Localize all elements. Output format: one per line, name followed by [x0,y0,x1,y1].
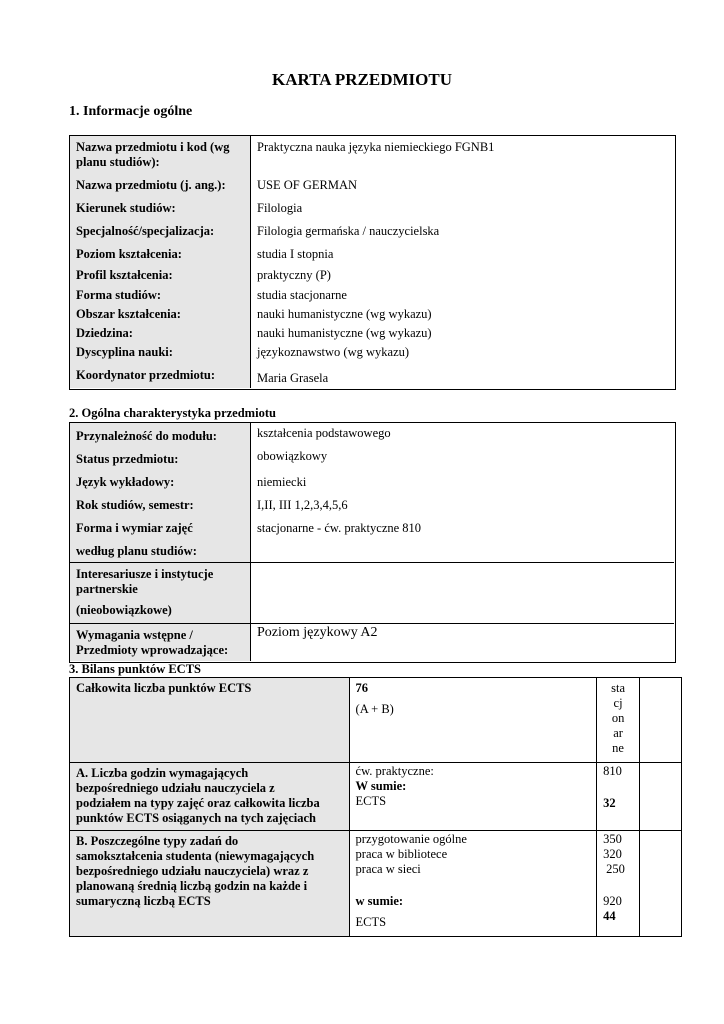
b-label-line: B. Poszczególne typy zadań do [76,834,239,848]
study-mode-line: cj [613,696,623,710]
b-hours: 320 [603,847,622,861]
b-item: praca w bibliotece [355,847,448,861]
discipline-value: językoznawstwo (wg wykazu) [257,345,410,359]
field-of-study-value: Filologia [257,201,303,215]
b-ects: 44 [603,909,616,923]
prerequisites-value: Poziom językowy A2 [257,625,378,640]
domain-label: Dziedzina: [76,326,133,340]
status-label: Status przedmiotu: [76,452,179,466]
class-form-value: stacjonarne - ćw. praktyczne 810 [257,521,422,535]
b-label [70,831,350,937]
a-item: W sumie: [355,779,407,793]
stakeholders-label-line: Interesariusze i instytucje [76,567,214,581]
a-hours: 810 [603,764,622,778]
status-value: obowiązkowy [257,449,328,463]
stakeholders-label [76,567,248,618]
b-items [349,831,597,937]
b-label-line: bezpośredniego udziału nauczyciela) wraz z [76,864,309,878]
module-label: Przynależność do modułu: [76,429,217,443]
study-mode-line: ne [612,741,624,755]
section-3-heading: 3. Bilans punktów ECTS [69,662,202,676]
a-label-line: A. Liczba godzin wymagających [76,766,249,780]
study-mode-line: sta [611,681,625,695]
total-ects-label: Całkowita liczba punktów ECTS [70,678,350,763]
b-label-line: samokształcenia studenta (niewymagających [76,849,315,863]
specialization-value: Filologia germańska / nauczycielska [257,224,440,238]
a-label-line: bezpośredniego udziału nauczyciela z [76,781,275,795]
total-ects-value: 76 [355,681,369,695]
a-item: ECTS [355,794,387,808]
empty-cell [640,678,682,763]
total-ects-value-cell [349,678,597,763]
profile-value: praktyczny (P) [257,268,331,282]
coordinator-label: Koordynator przedmiotu: [76,368,215,382]
empty-cell [640,831,682,937]
stakeholders-label-line: (nieobowiązkowe) [76,603,172,617]
prerequisites-label [76,628,228,658]
table-row [70,831,682,937]
subject-name-en-label: Nazwa przedmiotu (j. ang.): [76,178,226,192]
row-divider [70,562,674,563]
subject-name-label: Nazwa przedmiotu i kod (wg planu studiów): [76,140,230,169]
education-level-value: studia I stopnia [257,247,334,261]
class-form-label: Forma i wymiar zajęć [76,521,193,535]
b-values [597,831,640,937]
row-divider [70,623,674,624]
study-form-value: studia stacjonarne [257,288,347,302]
prerequisites-label-line: Przedmioty wprowadzające: [76,643,229,657]
education-level-label: Poziom kształcenia: [76,247,182,261]
total-ects-sub: (A + B) [355,702,394,716]
b-hours: 350 [603,832,622,846]
b-hours: 250 [606,862,625,876]
year-semester-value: I,II, III 1,2,3,4,5,6 [257,498,348,512]
discipline-label: Dyscyplina nauki: [76,345,173,359]
empty-cell [640,763,682,831]
section-1-heading: 1. Informacje ogólne [69,104,193,119]
b-item: przygotowanie ogólne [355,832,467,846]
column-divider [250,136,251,388]
a-label-line: punktów ECTS osiąganych na tych zajęciach [76,811,316,825]
study-mode-line: ar [613,726,623,740]
general-info-table [69,135,676,390]
education-area-label: Obszar kształcenia: [76,307,181,321]
study-plan-label: według planu studiów: [76,544,197,558]
a-item: ćw. praktyczne: [355,764,434,778]
b-hours: 920 [603,894,622,908]
language-value: niemiecki [257,475,307,489]
education-area-value: nauki humanistyczne (wg wykazu) [257,307,432,321]
a-values [597,763,640,831]
table-row [70,763,682,831]
coordinator-value: Maria Grasela [257,371,329,385]
b-item: ECTS [355,915,387,929]
section-2-heading: 2. Ogólna charakterystyka przedmiotu [69,406,276,420]
table-row [70,678,682,763]
prerequisites-label-line: Wymagania wstępne / [76,628,193,642]
b-item: w sumie: [355,894,404,908]
stakeholders-label-line: partnerskie [76,582,138,596]
language-label: Język wykładowy: [76,475,175,489]
field-of-study-label: Kierunek studiów: [76,201,176,215]
b-label-line: planowaną średnią liczbą godzin na każde i [76,879,308,893]
specialization-label: Specjalność/specjalizacja: [76,224,215,238]
profile-label: Profil kształcenia: [76,268,173,282]
a-items [349,763,597,831]
subject-name-value: Praktyczna nauka języka niemieckiego FGNB1 [257,140,495,154]
column-divider [250,423,251,661]
a-label [70,763,350,831]
characteristics-table [69,422,676,663]
document-title: KARTA PRZEDMIOTU [272,70,452,89]
study-mode-cell [597,678,640,763]
year-semester-label: Rok studiów, semestr: [76,498,194,512]
study-form-label: Forma studiów: [76,288,162,302]
domain-value: nauki humanistyczne (wg wykazu) [257,326,432,340]
a-label-line: podziałem na typy zajęć oraz całkowita liczba [76,796,320,810]
b-item: praca w sieci [355,862,421,876]
a-ects: 32 [603,796,616,810]
study-mode-line: on [611,711,625,725]
b-label-line: sumaryczną liczbą ECTS [76,894,211,908]
module-value: kształcenia podstawowego [257,426,391,440]
subject-name-en-value: USE OF GERMAN [257,178,358,192]
ects-table [69,677,682,937]
